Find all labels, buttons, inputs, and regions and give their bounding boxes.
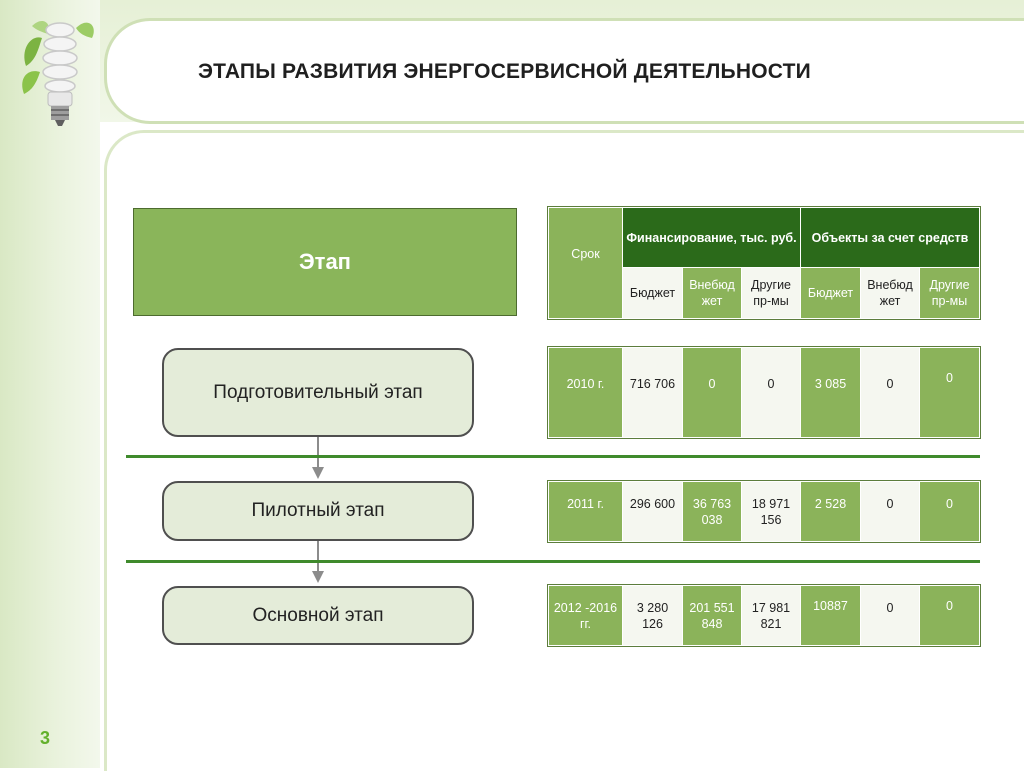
- subheader-cell: Бюджет: [801, 268, 861, 319]
- stage-box-main: Основной этап: [162, 586, 474, 645]
- divider-line: [126, 560, 980, 563]
- value-cell: 0: [861, 482, 920, 542]
- subheader-cell: Внебюд жет: [861, 268, 920, 319]
- value-cell: 296 600: [623, 482, 683, 542]
- value-cell: 0: [683, 348, 742, 438]
- value-cell: 10887: [801, 586, 861, 646]
- stage-box-preparatory: Подготовительный этап: [162, 348, 474, 437]
- period-cell: 2012 -2016 гг.: [549, 586, 623, 646]
- value-cell: 0: [920, 586, 980, 646]
- value-cell: 0: [920, 482, 980, 542]
- subheader-cell: Бюджет: [623, 268, 683, 319]
- value-cell: 0: [920, 348, 980, 438]
- value-cell: 18 971 156: [742, 482, 801, 542]
- divider-line: [126, 455, 980, 458]
- table-row: [548, 585, 980, 646]
- objects-header: Объекты за счет средств: [801, 208, 980, 268]
- subheader-cell: Внебюд жет: [683, 268, 742, 319]
- financing-header: Финансирование, тыс. руб.: [623, 208, 801, 268]
- energy-saving-bulb-icon: [18, 8, 98, 132]
- period-cell: 2010 г.: [549, 348, 623, 438]
- value-cell: 716 706: [623, 348, 683, 438]
- subheader-cell: Другие пр-мы: [920, 268, 980, 319]
- table-row: [548, 347, 980, 438]
- value-cell: 201 551 848: [683, 586, 742, 646]
- slide-number: 3: [40, 728, 51, 748]
- financing-table-header: [548, 207, 980, 319]
- table-row: [548, 481, 980, 542]
- value-cell: 0: [742, 348, 801, 438]
- value-cell: 0: [861, 348, 920, 438]
- page-title: ЭТАПЫ РАЗВИТИЯ ЭНЕРГОСЕРВИСНОЙ ДЕЯТЕЛЬНОСТИ: [198, 60, 811, 83]
- value-cell: 3 085: [801, 348, 861, 438]
- period-header: Срок: [549, 208, 623, 319]
- value-cell: 17 981 821: [742, 586, 801, 646]
- value-cell: 0: [861, 586, 920, 646]
- arrow-line: [317, 541, 319, 571]
- stage-header: Этап: [133, 208, 517, 316]
- arrow-down-icon: [312, 467, 324, 479]
- arrow-line: [317, 437, 319, 467]
- arrow-down-icon: [312, 571, 324, 583]
- stage-box-pilot: Пилотный этап: [162, 481, 474, 541]
- value-cell: 36 763 038: [683, 482, 742, 542]
- subheader-cell: Другие пр-мы: [742, 268, 801, 319]
- period-cell: 2011 г.: [549, 482, 623, 542]
- value-cell: 3 280 126: [623, 586, 683, 646]
- value-cell: 2 528: [801, 482, 861, 542]
